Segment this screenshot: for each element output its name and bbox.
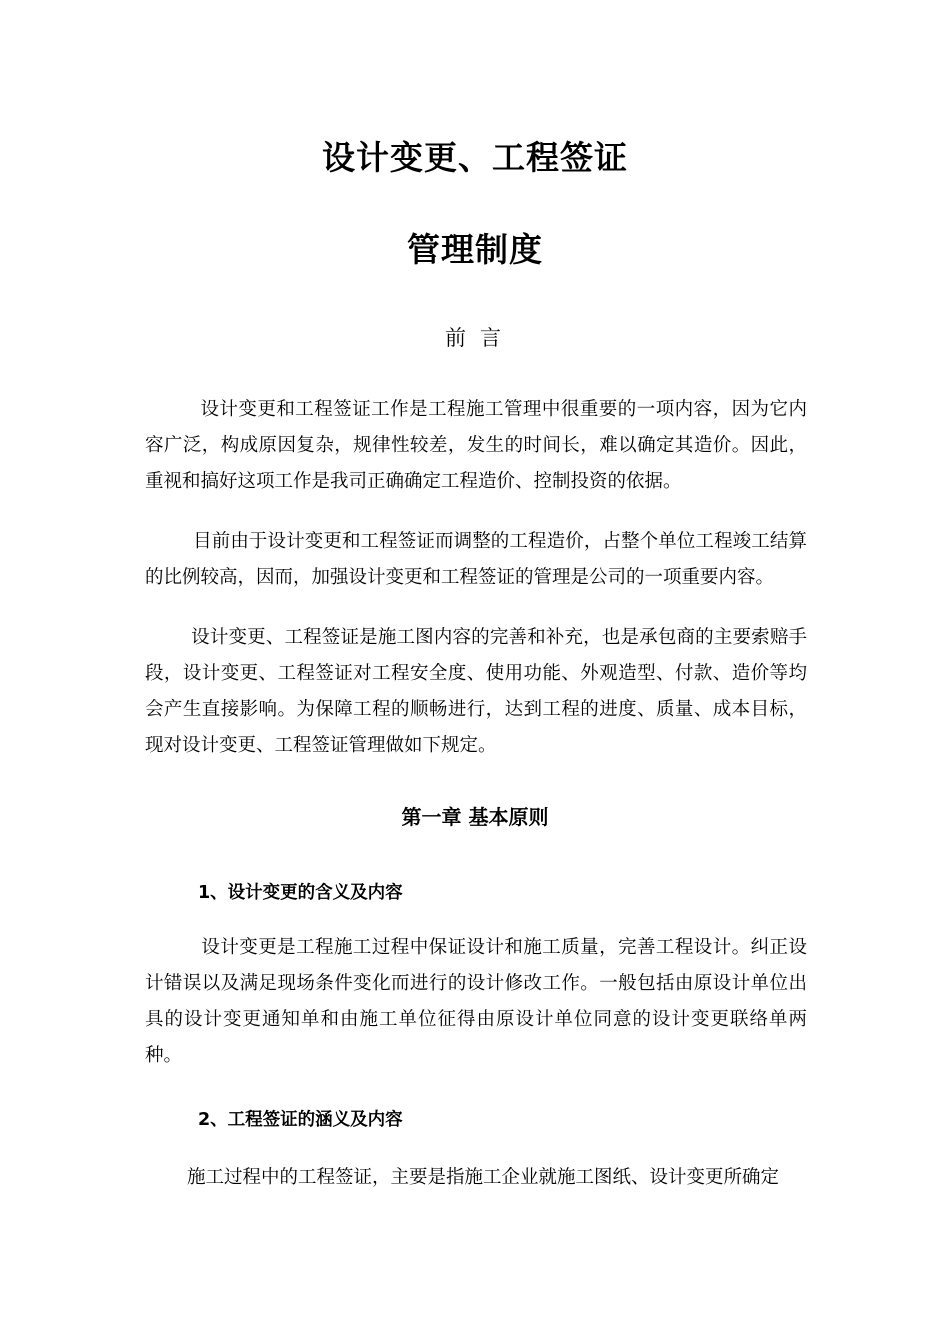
document-title-line2: 管理制度 — [407, 230, 543, 269]
preface-paragraph-1-text: 设计变更和工程签证工作是工程施工管理中很重要的一项内容，因为它内容广泛，构成原因复杂，规律性较差，发生的时间长，难以确定其造价。因此，重视和搞好这项工作是我司正确确定工程造价、控制投资的依据。 — [145, 399, 807, 492]
section-1-paragraph-text: 设计变更是工程施工过程中保证设计和施工质量，完善工程设计。纠正设计错误以及满足现场条件变化而进行的设计修改工作。一般包括由原设计单位出具的设计变更通知单和由施工单位征得由原设计单位同意的设计变更联络单两种。 — [145, 937, 807, 1066]
chapter-heading: 第一章 基本原则 — [401, 805, 549, 829]
section-2-paragraph — [145, 1160, 807, 1196]
document-title-line1: 设计变更、工程签证 — [322, 138, 628, 177]
preface-paragraph-3-text: 设计变更、工程签证是施工图内容的完善和补充，也是承包商的主要索赔手段，设计变更、工程签证对工程安全度、使用功能、外观造型、付款、造价等均会产生直接影响。为保障工程的顺畅进行，达到工程的进度、质量、成本目标，现对设计变更、工程签证管理做如下规定。 — [145, 627, 807, 756]
section-2-paragraph-text: 施工过程中的工程签证，主要是指施工企业就施工图纸、设计变更所确定 — [187, 1167, 780, 1188]
section-2-heading: 2、工程签证的涵义及内容 — [198, 1110, 403, 1130]
section-1-paragraph — [145, 930, 807, 1074]
preface-paragraph-3 — [145, 620, 807, 764]
section-1-heading: 1、设计变更的含义及内容 — [198, 883, 403, 903]
preface-paragraph-1 — [145, 392, 807, 500]
preface-heading: 前言 — [445, 326, 515, 350]
preface-paragraph-2-text: 目前由于设计变更和工程签证而调整的工程造价，占整个单位工程竣工结算的比例较高，因而，加强设计变更和工程签证的管理是公司的一项重要内容。 — [145, 531, 807, 588]
preface-paragraph-2 — [145, 524, 807, 596]
